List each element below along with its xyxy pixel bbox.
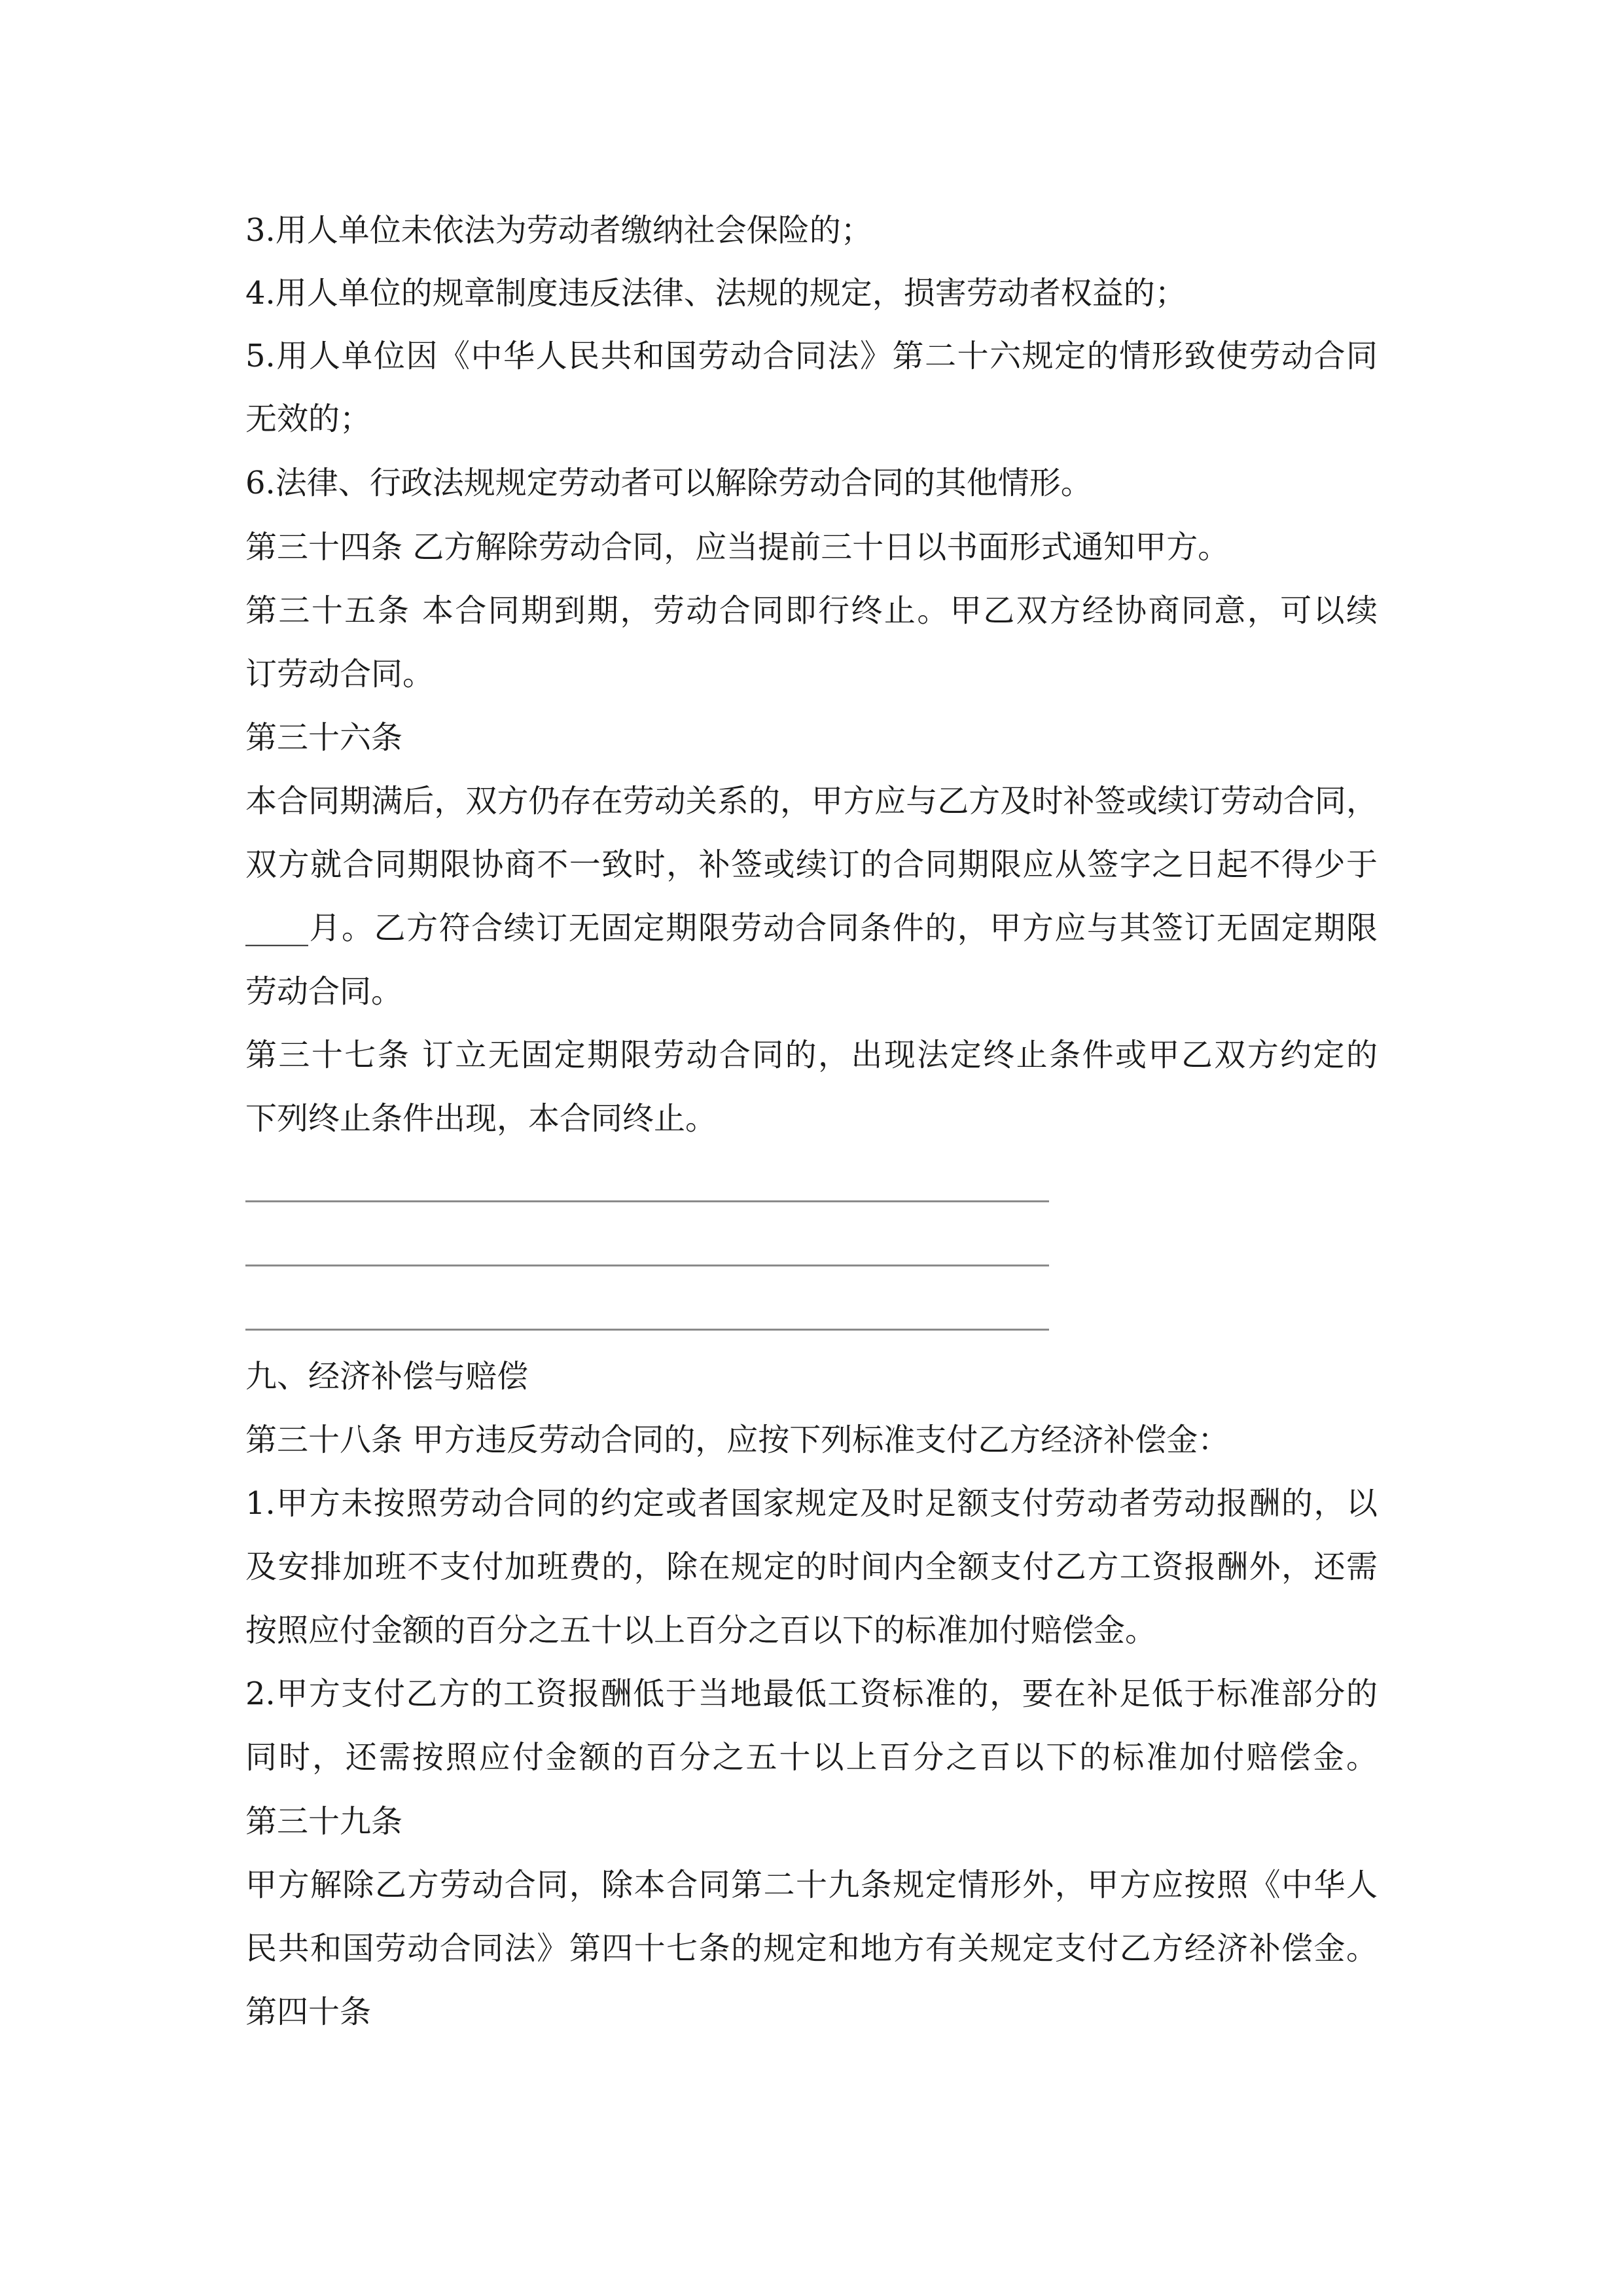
text-line: 无效的；: [245, 401, 372, 437]
article-40-heading: 第四十条: [245, 1994, 372, 2030]
article-36-heading: 第三十六条: [245, 719, 403, 756]
article-38: 第三十八条 甲方违反劳动合同的，应按下列标准支付乙方经济补偿金：: [245, 1422, 1230, 1458]
text-line: ____月。乙方符合续订无固定期限劳动合同条件的，甲方应与其签订无固定期限: [245, 910, 1378, 946]
text-line: 1.甲方未按照劳动合同的约定或者国家规定及时足额支付劳动者劳动报酬的，以: [245, 1485, 1378, 1522]
text-line: 下列终止条件出现，本合同终止。: [245, 1100, 717, 1137]
text-line: 4.用人单位的规章制度违反法律、法规的规定，损害劳动者权益的；: [245, 275, 1186, 312]
text-line: 订劳动合同。: [245, 656, 435, 692]
text-line: 及安排加班不支付加班费的，除在规定的时间内全额支付乙方工资报酬外，还需: [245, 1549, 1378, 1585]
text-line: 2.甲方支付乙方的工资报酬低于当地最低工资标准的，要在补足低于标准部分的: [245, 1676, 1378, 1712]
text-line: 双方就合同期限协商不一致时，补签或续订的合同期限应从签字之日起不得少于: [245, 846, 1378, 883]
article-35: 第三十五条 本合同期到期，劳动合同即行终止。甲乙双方经协商同意，可以续: [245, 592, 1378, 629]
text-line: 甲方解除乙方劳动合同，除本合同第二十九条规定情形外，甲方应按照《中华人: [245, 1867, 1378, 1903]
blank-fill-line: [245, 1329, 1049, 1331]
text-line: 6.法律、行政法规规定劳动者可以解除劳动合同的其他情形。: [245, 465, 1092, 501]
blank-fill-line: [245, 1265, 1049, 1266]
text-line: 本合同期满后，双方仍存在劳动关系的，甲方应与乙方及时补签或续订劳动合同，: [245, 783, 1378, 819]
article-34: 第三十四条 乙方解除劳动合同，应当提前三十日以书面形式通知甲方。: [245, 529, 1230, 565]
text-line: 同时，还需按照应付金额的百分之五十以上百分之百以下的标准加付赔偿金。: [245, 1739, 1378, 1776]
blank-fill-line: [245, 1200, 1049, 1202]
text-line: 5.用人单位因《中华人民共和国劳动合同法》第二十六规定的情形致使劳动合同: [245, 338, 1378, 374]
section-heading: 九、经济补偿与赔偿: [245, 1358, 529, 1395]
article-39-heading: 第三十九条: [245, 1803, 403, 1840]
article-37: 第三十七条 订立无固定期限劳动合同的，出现法定终止条件或甲乙双方约定的: [245, 1037, 1378, 1073]
text-line: 劳动合同。: [245, 973, 403, 1010]
text-line: 3.用人单位未依法为劳动者缴纳社会保险的；: [245, 212, 872, 249]
text-line: 民共和国劳动合同法》第四十七条的规定和地方有关规定支付乙方经济补偿金。: [245, 1930, 1378, 1967]
text-line: 按照应付金额的百分之五十以上百分之百以下的标准加付赔偿金。: [245, 1612, 1157, 1649]
